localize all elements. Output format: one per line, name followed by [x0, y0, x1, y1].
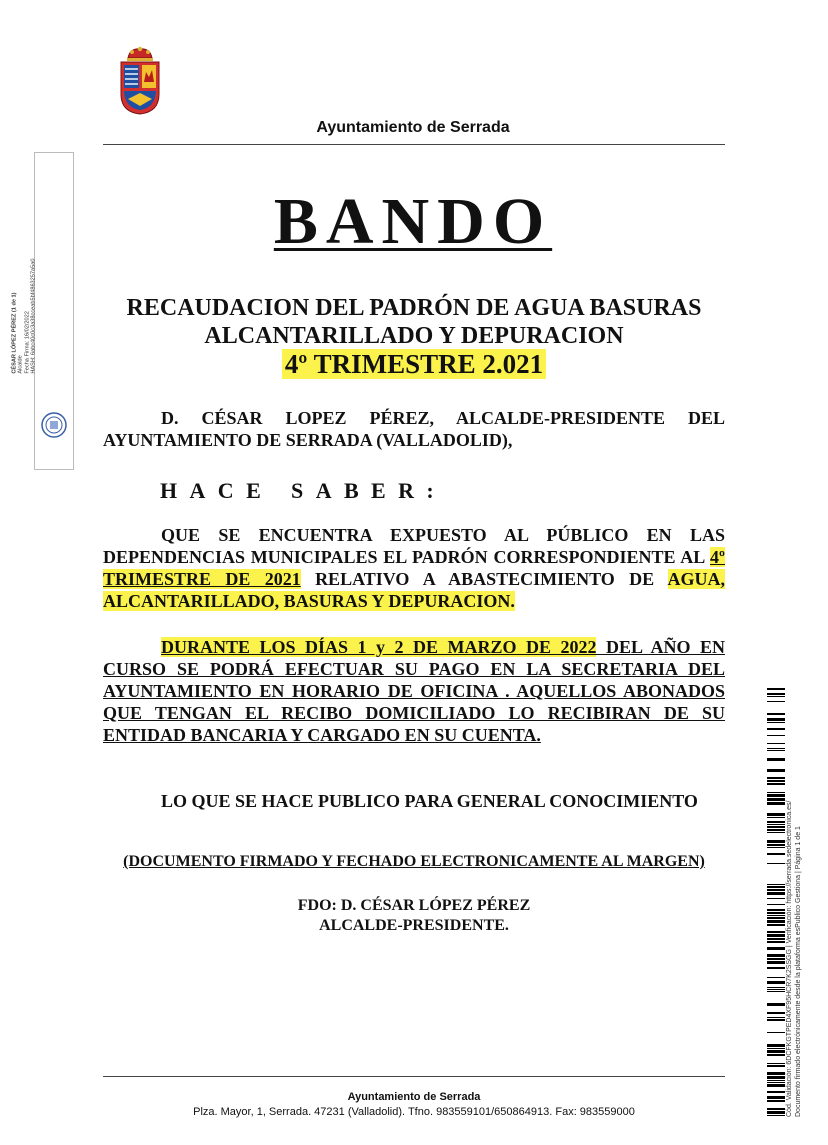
barcode-bar: [767, 924, 785, 926]
barcode-bar: [767, 886, 785, 888]
signature-role: ALCALDE-PRESIDENTE.: [319, 917, 509, 934]
footer-address: Plza. Mayor, 1, Serrada. 47231 (Valladolid). Tfno. 983559101/650864913. Fax: 983559000: [193, 1106, 635, 1118]
barcode-bar: [767, 920, 785, 923]
barcode-bar: [767, 1065, 785, 1067]
barcode-bar: [767, 748, 785, 749]
barcode-bar: [767, 780, 785, 782]
barcode-bar: [767, 813, 785, 816]
stamp-date: Fecha Firma: 16/02/2022: [24, 311, 31, 374]
signature-block: [103, 896, 725, 936]
footer-name: Ayuntamiento de Serrada: [347, 1091, 481, 1103]
hace-saber-heading: HACE SABER:: [160, 478, 447, 503]
barcode-bar: [767, 853, 785, 855]
barcode-bar: [767, 1012, 785, 1014]
verification-text: [786, 737, 803, 1117]
barcode-bar: [767, 892, 785, 895]
barcode-bar: [767, 794, 785, 797]
barcode-bar: [767, 758, 785, 761]
barcode-bar: [767, 750, 785, 751]
footer-divider: [103, 1076, 725, 1077]
barcode-bar: [767, 863, 785, 864]
barcode-bar: [767, 931, 785, 933]
barcode-bar: [767, 1044, 785, 1047]
barcode-bar: [767, 701, 785, 702]
barcode-bar: [767, 696, 785, 697]
barcode-bar: [767, 817, 785, 818]
payment-details: DEL AÑO EN CURSO SE PODRÁ EFECTUAR SU PAGO EN LA SECRETARIA DEL AYUNTAMIENTO EN HORARIO DE OFICINA . AQUELLOS ABONADOS QUE TENGAN EL RECIBO DOMICILIADO LO RECIBIRAN DE SU ENTIDAD BANCARIA Y CARGADO EN SU CUENTA.: [103, 637, 725, 745]
barcode-bar: [767, 832, 785, 833]
barcode-bar: [767, 958, 785, 960]
barcode-bar: [767, 1048, 785, 1049]
subtitle-quarter: 4º TRIMESTRE 2.021: [282, 349, 546, 379]
barcode-bar: [767, 826, 785, 828]
exposure-paragraph: [103, 524, 725, 612]
barcode-bar: [767, 1017, 785, 1018]
barcode-bar: [767, 1115, 785, 1116]
barcode-bar: [767, 909, 785, 911]
subtitle-line-2: ALCANTARILLADO Y DEPURACION: [204, 323, 624, 349]
barcode-bar: [767, 847, 785, 848]
barcode-bar: [767, 1096, 785, 1099]
p1-services-highlight: AGUA, ALCANTARILLADO, BASURAS Y DEPURACION.: [103, 569, 726, 611]
barcode-bar: [767, 802, 785, 805]
barcode-bar: [767, 981, 785, 984]
barcode-bar: [767, 777, 785, 779]
barcode-bar: [767, 1084, 785, 1087]
barcode-bar: [767, 718, 785, 721]
barcode-bar: [767, 915, 785, 916]
header-municipality: Ayuntamiento de Serrada: [316, 119, 510, 136]
p1-middle: RELATIVO A ABASTECIMIENTO DE: [315, 569, 655, 589]
barcode-bar: [767, 824, 785, 825]
header-divider: [103, 144, 725, 145]
barcode-bar: [767, 1108, 785, 1110]
barcode-bar: [767, 898, 785, 899]
barcode-bar: [767, 991, 785, 992]
barcode-bar: [767, 934, 785, 937]
signature-name: FDO: D. CÉSAR LÓPEZ PÉREZ: [297, 897, 531, 914]
barcode-bar: [767, 1111, 785, 1114]
electronic-signature-note: (DOCUMENTO FIRMADO Y FECHADO ELECTRONICAMENTE AL MARGEN): [123, 853, 705, 870]
barcode-bar: [767, 735, 785, 736]
barcode-bar: [767, 941, 785, 943]
barcode-bar: [767, 688, 785, 690]
title-text: BANDO: [273, 185, 553, 258]
electronic-signature-stamp: [11, 152, 74, 470]
barcode-bar: [767, 954, 785, 957]
barcode-bar: [767, 1050, 785, 1053]
barcode-bar: [767, 917, 785, 919]
barcode-bar: [767, 1072, 785, 1075]
barcode-bar: [767, 938, 785, 940]
barcode-bar: [767, 829, 785, 831]
coat-of-arms-logo: [118, 44, 162, 116]
barcode-bar: [767, 798, 785, 801]
seal-icon: [40, 411, 68, 439]
stamp-role: Alcalde: [17, 355, 24, 374]
page-title: [103, 186, 723, 258]
barcode-bar: [767, 783, 785, 785]
barcode-bar: [767, 713, 785, 715]
barcode-bar: [767, 1076, 785, 1079]
p1-quarter-highlight: 4º TRIMESTRE DE 2021: [103, 547, 725, 589]
barcode-bar: [767, 1100, 785, 1102]
intro-paragraph: [103, 407, 725, 451]
barcode-bar: [767, 821, 785, 823]
barcode-bar: [767, 1082, 785, 1083]
barcode-bar: [767, 889, 785, 891]
payment-paragraph: [103, 636, 725, 746]
barcode-bar: [767, 840, 785, 843]
stamp-hash: HASH: 6abc40c0c3a38cceab5bf4863257a5a0: [30, 258, 37, 374]
footer: [103, 1090, 725, 1120]
barcode-bar: [767, 961, 785, 964]
subtitle-line-1: RECAUDACION DEL PADRÓN DE AGUA BASURAS: [126, 295, 702, 321]
stamp-text: [11, 154, 37, 374]
barcode-bar: [767, 912, 785, 914]
barcode-bar: [767, 884, 785, 885]
stamp-signer: CÉSAR LÓPEZ PÉREZ (1 de 1): [11, 292, 18, 374]
barcode-bar: [767, 1054, 785, 1056]
barcode-bar: [767, 792, 785, 793]
barcode-bar: [767, 1080, 785, 1081]
barcode-bar: [767, 989, 785, 990]
barcode-bar: [767, 722, 785, 723]
barcode-bar: [767, 769, 785, 772]
verification-line-1: Cód. Validación: 6DCFKGTPED4XF95HCR7K2SSGG | Verificación: https://serrada.sedelectronica.es/: [786, 800, 793, 1117]
barcode-bar: [767, 947, 785, 950]
barcode-bar: [767, 728, 785, 730]
barcode-bar: [767, 1063, 785, 1064]
public-notice-paragraph: [103, 790, 725, 812]
payment-dates-highlight: DURANTE LOS DÍAS 1 y 2 DE MARZO DE 2022: [161, 637, 597, 657]
barcode-bar: [767, 987, 785, 988]
p1-start: QUE SE ENCUENTRA EXPUESTO AL PÚBLICO EN LAS DEPENDENCIAS MUNICIPALES EL PADRÓN CORRESPONDIENTE AL: [103, 525, 725, 567]
barcode-bar: [767, 844, 785, 846]
barcode-bar: [767, 967, 785, 969]
verification-line-2: Documento firmado electrónicamente desde la plataforma esPublico Gestiona | Página 1 de 1: [794, 826, 802, 1117]
subtitle: [103, 294, 725, 380]
barcode-bar: [767, 1091, 785, 1093]
barcode-bar: [767, 743, 785, 744]
barcode-bar: [767, 1003, 785, 1006]
p3-text: LO QUE SE HACE PUBLICO PARA GENERAL CONOCIMIENTO: [161, 791, 698, 811]
barcode-bar: [767, 904, 785, 905]
intro-text: D. CÉSAR LOPEZ PÉREZ, ALCALDE-PRESIDENTE DEL AYUNTAMIENTO DE SERRADA (VALLADOLID),: [103, 408, 725, 450]
barcode-bar: [767, 693, 785, 695]
barcode-bar: [767, 1032, 785, 1033]
barcode-bar: [767, 977, 785, 978]
barcode-bar: [767, 1019, 785, 1021]
